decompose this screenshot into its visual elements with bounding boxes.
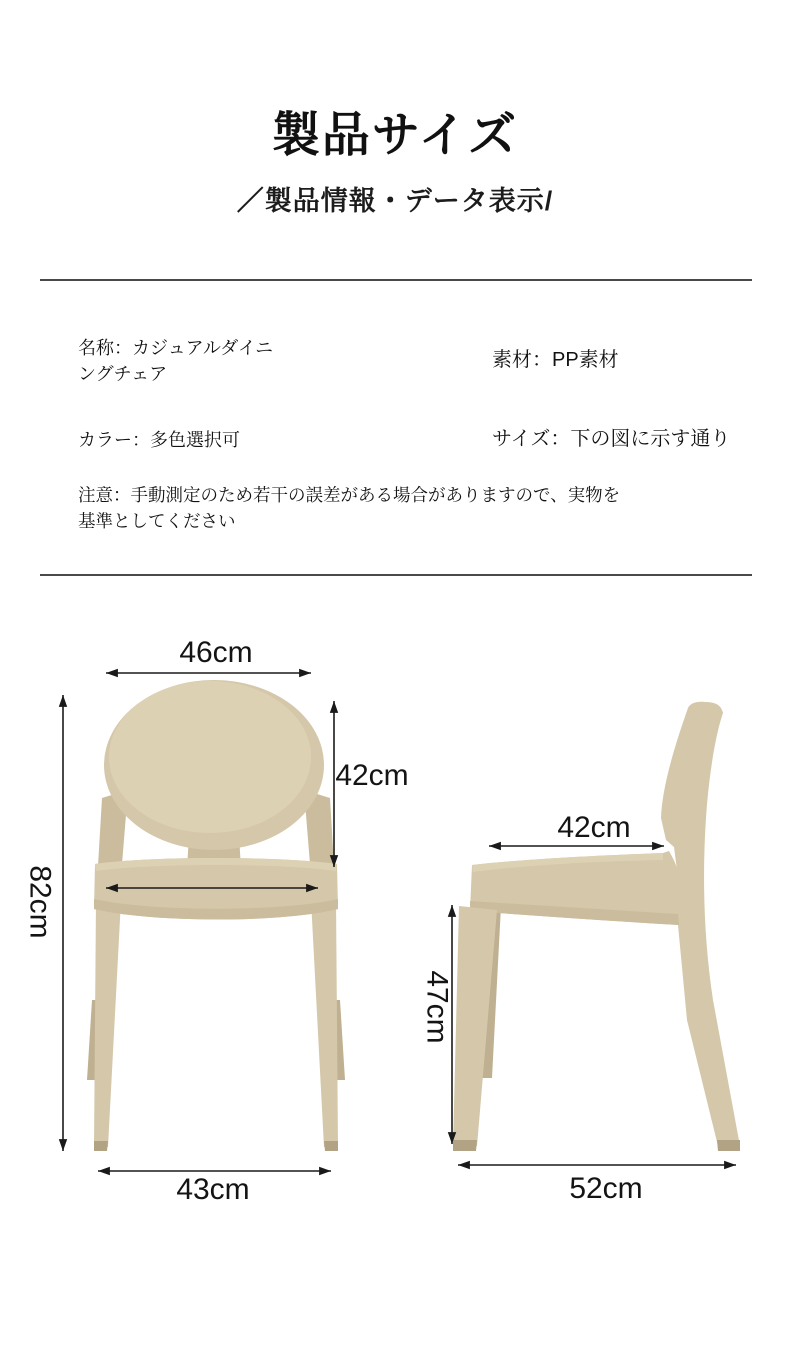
info-product-name: 名称：カジュアルダイニングチェア bbox=[78, 338, 274, 384]
info-color: カラー：多色選択可 bbox=[78, 430, 240, 450]
info-note: 注意：手動測定のため若干の誤差がある場合がありますので、実物を基準としてください bbox=[78, 485, 621, 532]
front-view-rear-legs bbox=[87, 1000, 345, 1080]
info-size: サイズ：下の図に示す通り bbox=[492, 428, 731, 450]
foot-cap-left bbox=[94, 1141, 108, 1151]
foot-cap-right bbox=[324, 1141, 338, 1151]
side-seat-height-label: 47cm bbox=[420, 970, 454, 1044]
front-leg-right bbox=[311, 900, 338, 1147]
chair-side-view bbox=[453, 702, 740, 1151]
front-leg-left bbox=[94, 900, 121, 1147]
page-subtitle: ／製品情報・データ表示/ bbox=[236, 186, 554, 216]
front-view-foot-caps bbox=[94, 1141, 338, 1151]
side-seat-depth-label: 42cm bbox=[557, 811, 631, 844]
side-foot-cap-rear bbox=[717, 1140, 740, 1151]
front-bottom-width-label: 43cm bbox=[176, 1173, 250, 1206]
info-material: 素材：PP素材 bbox=[492, 349, 619, 371]
page-title: 製品サイズ bbox=[271, 109, 519, 162]
divider-bottom bbox=[40, 574, 752, 576]
front-top-width-label: 46cm bbox=[179, 636, 253, 669]
front-backrest-height-label: 42cm bbox=[335, 759, 409, 792]
front-view-front-legs bbox=[94, 900, 338, 1147]
backrest-oval-highlight bbox=[109, 681, 311, 833]
divider-top bbox=[40, 279, 752, 281]
front-total-height-label: 82cm bbox=[23, 865, 57, 939]
side-base-depth-label: 52cm bbox=[569, 1172, 643, 1205]
side-foot-cap-front bbox=[453, 1140, 477, 1151]
side-view-foot-caps bbox=[453, 1140, 740, 1151]
size-diagram bbox=[0, 600, 790, 1260]
chair-front-view bbox=[87, 680, 345, 1151]
